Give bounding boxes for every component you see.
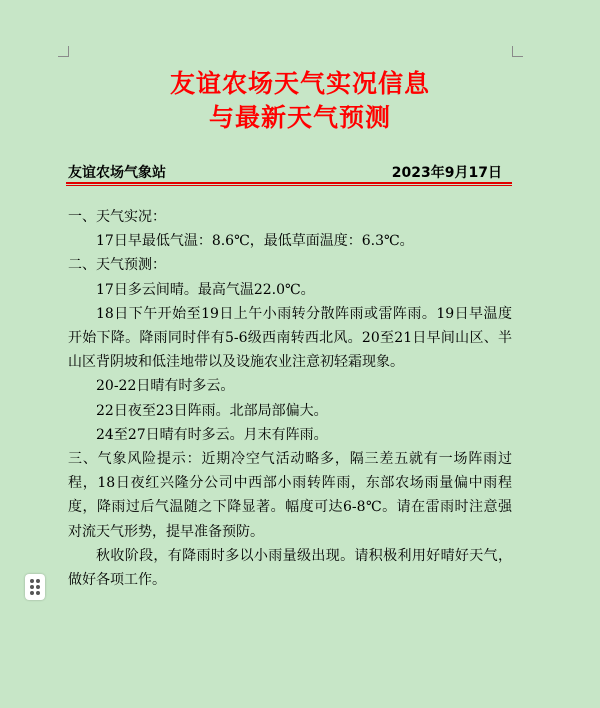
paragraph-forecast-22-23: 22日夜至23日阵雨。北部局部偏大。 [96, 402, 328, 419]
paragraph-forecast-24-27: 24至27日晴有时多云。月末有阵雨。 [96, 426, 328, 443]
paragraph-risk-warning: 三、气象风险提示：近期冷空气活动略多，隔三差五就有一场阵雨过程，18日夜红兴隆分公司中西部小雨转阵雨，东部农场雨量偏中雨程度，降雨过后气温随之下降显著。幅度可达6-8℃。请在雷雨时注意强对流天气形势，提早准备预防。 [68, 451, 512, 540]
paragraph-forecast-20-22: 20-22日晴有时多云。 [96, 378, 235, 395]
issue-date: 2023年9月17日 [391, 165, 502, 181]
paragraph-observation: 17日早最低气温：8.6℃，最低草面温度：6.3℃。 [96, 233, 414, 250]
margin-corner-mark-right [512, 46, 523, 57]
header-rule-thin [66, 185, 512, 186]
paragraph-harvest-advice: 秋收阶段，有降雨时多以小雨量级出现。请积极利用好晴好天气，做好各项工作。 [68, 547, 512, 589]
paragraph-forecast-18-21: 18日下午开始至19日上午小雨转分散阵雨或雷阵雨。19日早温度开始下降。降雨同时伴有5-6级西南转西北风。20至21日早间山区、半山区背阴坡和低洼地带以及设施农业注意初轻霜现象。 [68, 305, 512, 371]
header-rule-thick [66, 182, 512, 184]
document-body [68, 205, 512, 592]
drag-dots-icon[interactable] [25, 574, 45, 600]
section-heading-forecast: 二、天气预测： [68, 257, 166, 274]
station-name: 友谊农场气象站 [68, 165, 166, 181]
document-title-line2: 与最新天气预测 [208, 103, 391, 132]
paragraph-forecast-17: 17日多云间晴。最高气温22.0℃。 [96, 281, 315, 298]
document-title-line1: 友谊农场天气实况信息 [169, 69, 430, 98]
section-heading-observation: 一、天气实况： [68, 209, 166, 225]
margin-corner-mark-left [58, 46, 69, 57]
